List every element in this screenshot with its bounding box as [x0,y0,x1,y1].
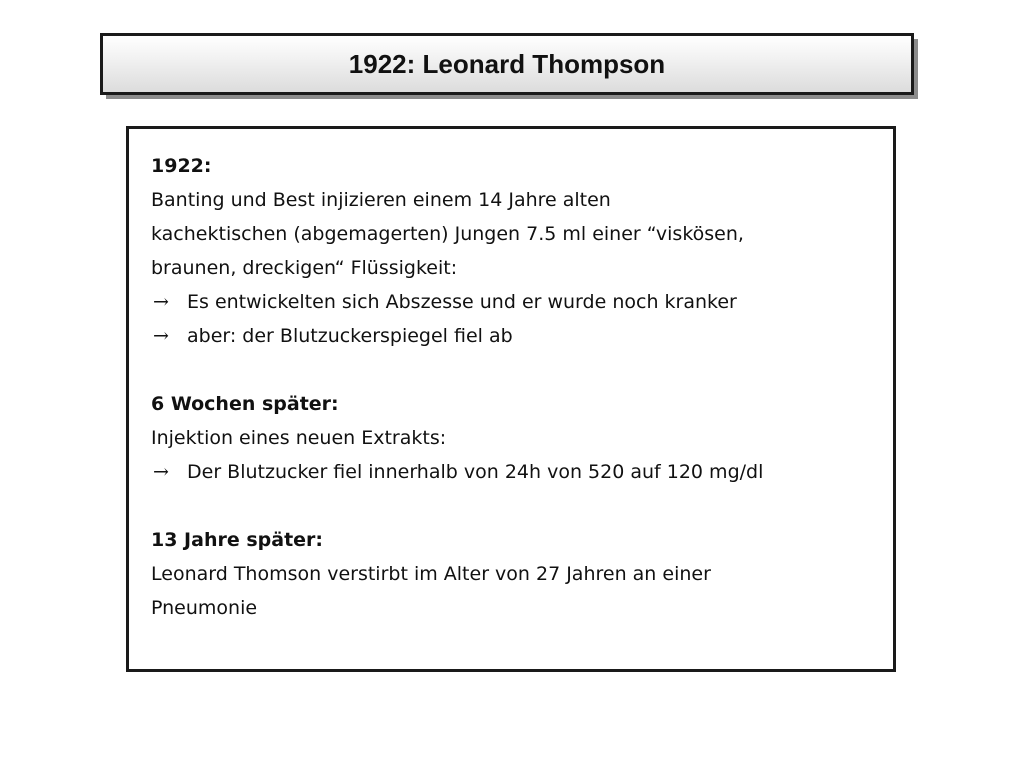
arrow-line-text: Der Blutzucker fiel innerhalb von 24h von 520 auf 120 mg/dl [187,461,764,483]
spacer [151,489,879,523]
content-box [126,126,896,672]
arrow-line-text: aber: der Blutzuckerspiegel fiel ab [187,325,513,347]
right-arrow-icon: → [153,461,169,483]
text-line: Injektion eines neuen Extrakts: [151,427,447,449]
content-text [151,149,879,625]
section-heading-1922: 1922: [151,155,212,177]
right-arrow-icon: → [153,325,169,347]
slide-title: 1922: Leonard Thompson [348,48,666,79]
arrow-line-text: Es entwickelten sich Abszesse und er wurde noch kranker [187,291,737,313]
text-line: Leonard Thomson verstirbt im Alter von 27 Jahren an einer [151,563,711,585]
text-line: braunen, dreckigen“ Flüssigkeit: [151,257,458,279]
arrow-line [151,285,879,319]
arrow-line [151,455,879,489]
arrow-line [151,319,879,353]
text-line: Pneumonie [151,597,258,619]
text-line: Banting und Best injizieren einem 14 Jahre alten [151,189,611,211]
spacer [151,353,879,387]
right-arrow-icon: → [153,291,169,313]
title-box [100,33,914,95]
section-heading-13-jahre: 13 Jahre später: [151,529,324,551]
text-line: kachektischen (abgemagerten) Jungen 7.5 ml einer “viskösen, [151,223,744,245]
section-heading-6-wochen: 6 Wochen später: [151,393,339,415]
